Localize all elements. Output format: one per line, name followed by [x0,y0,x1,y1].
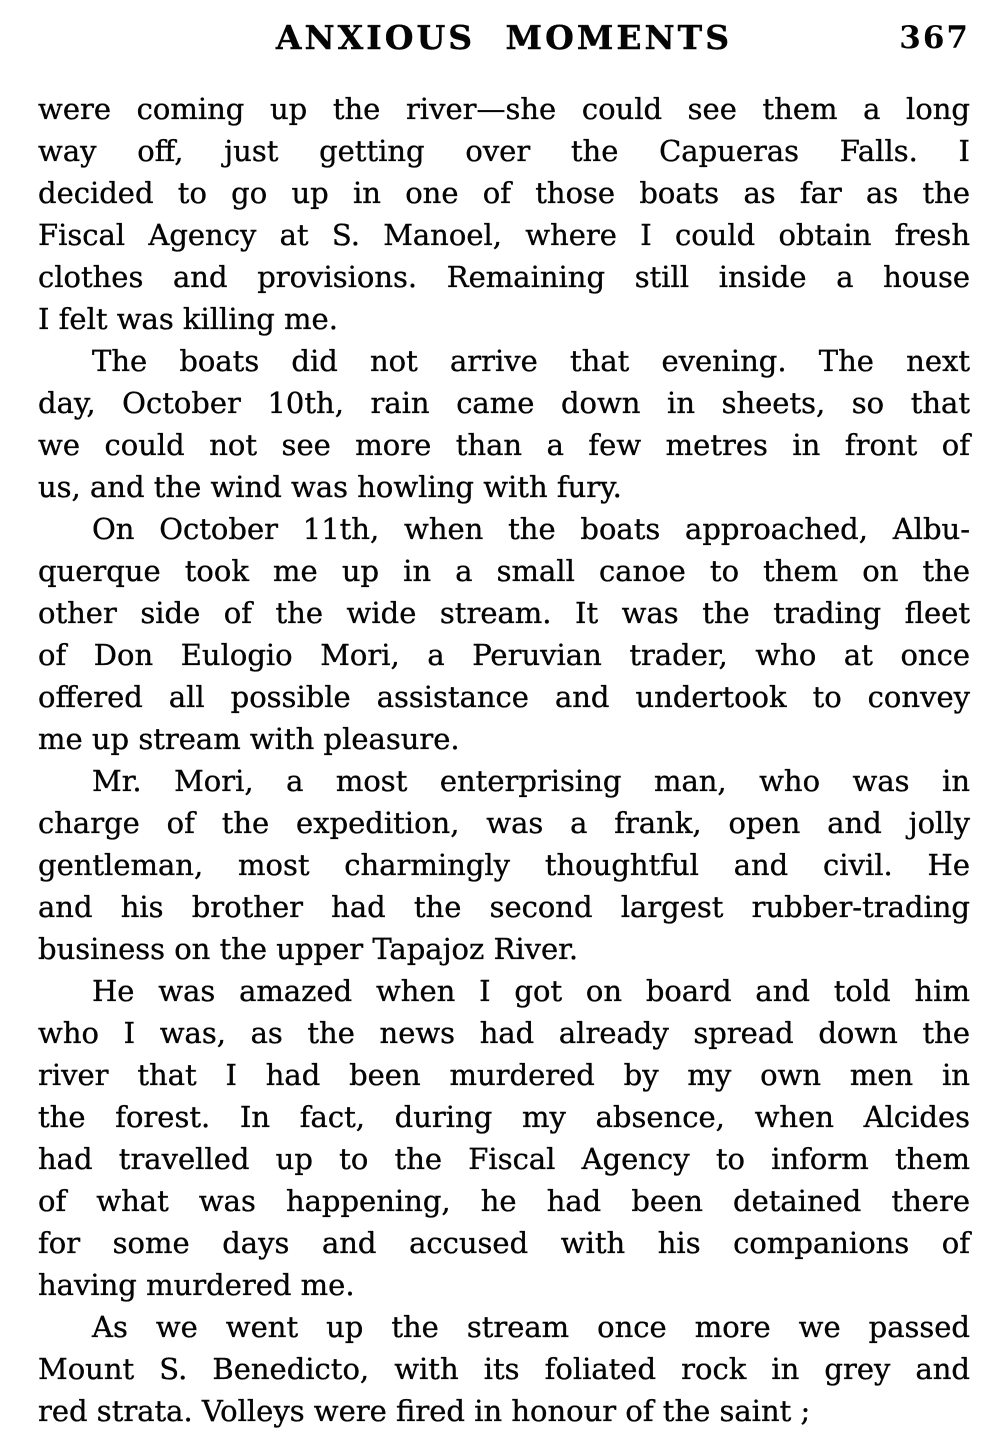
text-line: river that I had been murdered by my own men in [38,1058,970,1092]
text-line: having murdered me. [38,1268,355,1302]
text-line: charge of the expedition, was a frank, open and jolly [38,806,970,840]
text-line: of Don Eulogio Mori, a Peruvian trader, who at once [38,638,970,672]
text-line: other side of the wide stream. It was the trading fleet [38,596,970,630]
paragraph [38,970,970,1306]
text-line: Mr. Mori, a most enterprising man, who was in [92,764,970,798]
text-line: offered all possible assistance and undertook to convey [38,680,970,714]
text-line: The boats did not arrive that evening. The next [92,344,970,378]
text-line: had travelled up to the Fiscal Agency to inform them [38,1142,970,1176]
paragraph [38,88,970,340]
text-line: me up stream with pleasure. [38,722,460,756]
paragraph [38,508,970,760]
page-body [38,88,970,1432]
text-line: business on the upper Tapajoz River. [38,932,579,966]
text-line: Fiscal Agency at S. Manoel, where I could obtain fresh [38,218,970,252]
paragraph [38,760,970,970]
text-line: gentleman, most charmingly thoughtful and civil. He [38,848,970,882]
page-number: 367 [899,20,970,56]
text-line: the forest. In fact, during my absence, when Alcides [38,1100,970,1134]
text-line: and his brother had the second largest rubber-trading [38,890,970,924]
text-line: He was amazed when I got on board and told him [92,974,970,1008]
text-line: Mount S. Benedicto, with its foliated rock in grey and [38,1352,970,1386]
text-line: who I was, as the news had already spread down the [38,1016,970,1050]
text-line: red strata. Volleys were fired in honour of the saint ; [38,1394,811,1428]
paragraph [38,340,970,508]
text-line: we could not see more than a few metres in front of [38,428,970,462]
text-line: decided to go up in one of those boats as far as the [38,176,970,210]
text-line: As we went up the stream once more we passed [92,1310,970,1344]
text-line: I felt was killing me. [38,302,338,336]
text-line: for some days and accused with his companions of [38,1226,970,1260]
text-line: day, October 10th, rain came down in sheets, so that [38,386,970,420]
text-line: of what was happening, he had been detained there [38,1184,970,1218]
text-line: On October 11th, when the boats approached, Albu- [92,512,970,546]
page-header [38,14,970,62]
text-line: way off, just getting over the Capueras Falls. I [38,134,970,168]
text-line: clothes and provisions. Remaining still inside a house [38,260,970,294]
text-line: us, and the wind was howling with fury. [38,470,622,504]
paragraph [38,1306,970,1432]
text-line: were coming up the river—she could see them a long [38,92,970,126]
running-head: ANXIOUS MOMENTS [275,18,733,57]
text-line: querque took me up in a small canoe to them on the [38,554,970,588]
